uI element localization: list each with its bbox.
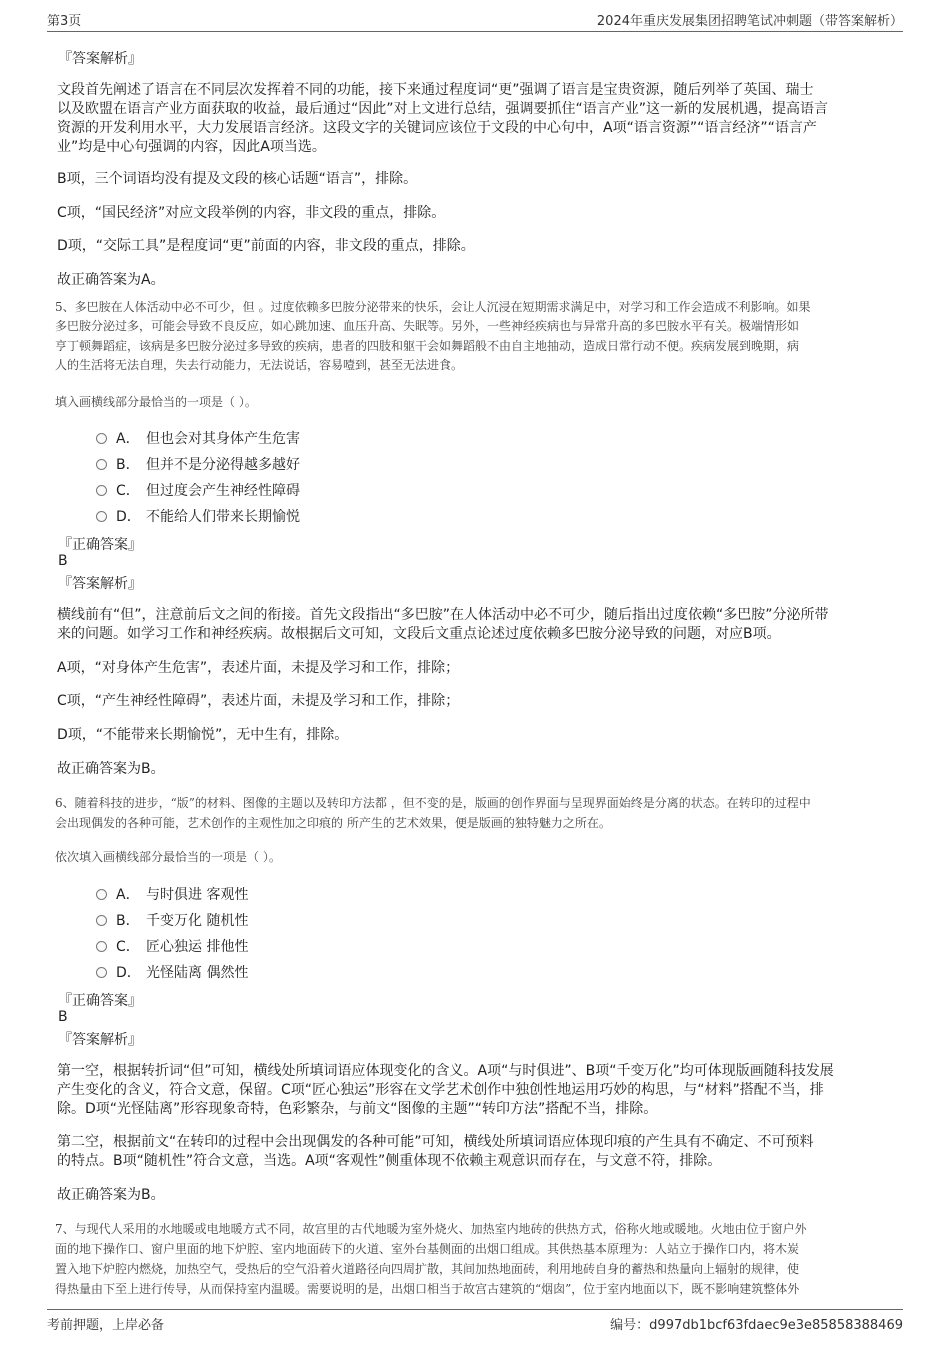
analysis-line: 以及欧盟在语言产业方面获取的收益，最后通过“因此”对上文进行总结，强调要抓住“语言产业”这一新的发展机遇，提高语言 [57, 101, 829, 117]
option-text: 光怪陆离 偶然性 [146, 965, 249, 981]
radio-icon[interactable] [96, 889, 107, 900]
question-stem-line: 5、多巴胺在人体活动中必不可少，但 。过度依赖多巴胺分泌带来的快乐，会让人沉浸在短期需求满足中，对学习和工作会造成不利影响。如果 [55, 300, 811, 314]
analysis-line: 资源的开发利用水平，大力发展语言经济。这段文字的关键词应该位于文段的中心句中，A项“语言资源”“语言经济”“语言产 [57, 120, 817, 136]
answer-conclusion: 故正确答案为B。 [57, 761, 165, 777]
analysis-line: 的特点。B项“随机性”符合文意，当选。A项“客观性”侧重体现不依赖主观意识而存在，与文意不符，排除。 [57, 1153, 722, 1169]
option-b[interactable] [96, 910, 248, 930]
option-a[interactable] [96, 428, 300, 448]
option-text: 不能给人们带来长期愉悦 [146, 509, 300, 525]
radio-icon[interactable] [96, 967, 107, 978]
radio-icon[interactable] [96, 941, 107, 952]
option-c[interactable] [96, 936, 248, 956]
answer-conclusion: 故正确答案为B。 [57, 1187, 165, 1203]
footer-divider [47, 1309, 903, 1310]
question-stem-line: 置入地下炉腔内燃烧，加热空气，受热后的空气沿着火道路径向四周扩散，其间加热地面砖，利用地砖自身的蓄热和热量向上辐射的规律，使 [55, 1262, 800, 1276]
correct-answer-label: 『正确答案』 [58, 537, 142, 553]
question-stem-line: 亨丁顿舞蹈症，该病是多巴胺分泌过多导致的疾病，患者的四肢和躯干会如舞蹈般不由自主地抽动，造成日常行动不便。疾病发展到晚期，病 [55, 339, 800, 353]
option-key: A． [116, 887, 140, 903]
radio-icon[interactable] [96, 459, 107, 470]
analysis-line: 第二空，根据前文“在转印的过程中会出现偶发的各种可能”可知，横线处所填词语应体现印痕的产生具有不确定、不可预料 [57, 1134, 814, 1150]
analysis-label: 『答案解析』 [58, 51, 142, 67]
analysis-option-c: C项，“产生神经性障碍”，表述片面，未提及学习和工作，排除； [57, 693, 460, 709]
option-d[interactable] [96, 962, 248, 982]
option-text: 千变万化 随机性 [146, 913, 249, 929]
option-text: 但并不是分泌得越多越好 [146, 457, 300, 473]
analysis-label: 『答案解析』 [58, 576, 142, 592]
analysis-option-c: C项，“国民经济”对应文段举例的内容，非文段的重点，排除。 [57, 205, 446, 221]
option-key: B． [116, 457, 140, 473]
analysis-option-d: D项，“交际工具”是程度词“更”前面的内容，非文段的重点，排除。 [57, 238, 475, 254]
correct-answer: B [58, 1009, 68, 1025]
analysis-option-d: D项，“不能带来长期愉悦”，无中生有，排除。 [57, 727, 349, 743]
radio-icon[interactable] [96, 915, 107, 926]
question-stem-line: 多巴胺分泌过多，可能会导致不良反应，如心跳加速、血压升高、失眠等。另外，一些神经疾病也与异常升高的多巴胺水平有关。极端情形如 [55, 319, 800, 333]
analysis-line: 横线前有“但”，注意前后文之间的衔接。首先文段指出“多巴胺”在人体活动中必不可少，随后指出过度依赖“多巴胺”分泌所带 [57, 607, 829, 623]
analysis-line: 产生变化的含义，符合文意，保留。C项“匠心独运”形容在文学艺术创作中独创性地运用巧妙的构思，与“材料”搭配不当，排 [57, 1082, 824, 1098]
question-stem-line: 得热量由下至上进行传导，从而保持室内温暖。需要说明的是，出烟口相当于故宫古建筑的“烟囱”，位于室内地面以下，既不影响建筑整体外 [55, 1282, 800, 1296]
question-instruction: 填入画横线部分最恰当的一项是（ ）。 [55, 395, 257, 409]
analysis-line: 文段首先阐述了语言在不同层次发挥着不同的功能，接下来通过程度词“更”强调了语言是宝贵资源，随后列举了英国、瑞士 [57, 82, 814, 98]
header-divider [47, 31, 903, 32]
question-stem-line: 7、与现代人采用的水地暖或电地暖方式不同，故宫里的古代地暖为室外烧火、加热室内地砖的供热方式，俗称火地或暖地。火地由位于窗户外 [55, 1222, 807, 1236]
option-key: B． [116, 913, 140, 929]
page-header [47, 10, 903, 32]
analysis-line: 除。D项“光怪陆离”形容现象奇特，色彩繁杂，与前文“图像的主题”“转印方法”搭配不当，排除。 [57, 1101, 658, 1117]
option-b[interactable] [96, 454, 300, 474]
option-key: D． [116, 509, 141, 525]
analysis-option-a: A项，“对身体产生危害”，表述片面，未提及学习和工作，排除； [57, 660, 460, 676]
option-text: 但也会对其身体产生危害 [146, 431, 300, 447]
document-title: 2024年重庆发展集团招聘笔试冲刺题（带答案解析） [596, 14, 903, 29]
option-text: 但过度会产生神经性障碍 [146, 483, 300, 499]
option-text: 与时俱进 客观性 [146, 887, 249, 903]
analysis-label: 『答案解析』 [58, 1032, 142, 1048]
option-text: 匠心独运 排他性 [146, 939, 249, 955]
answer-conclusion: 故正确答案为A。 [57, 272, 165, 288]
page-number: 第3页 [47, 14, 82, 29]
radio-icon[interactable] [96, 485, 107, 496]
question-stem-line: 6、随着科技的进步，“版”的材料、图像的主题以及转印方法都 ，但不变的是，版画的创作界面与呈现界面始终是分离的状态。在转印的过程中 [55, 796, 811, 810]
option-key: C． [116, 483, 140, 499]
analysis-line: 来的问题。如学习工作和神经疾病。故根据后文可知，文段后文重点论述过度依赖多巴胺分泌导致的问题，对应B项。 [57, 626, 781, 642]
option-key: A． [116, 431, 140, 447]
radio-icon[interactable] [96, 433, 107, 444]
option-key: C． [116, 939, 140, 955]
correct-answer-label: 『正确答案』 [58, 993, 142, 1009]
question-stem-line: 人的生活将无法自理，失去行动能力，无法说话，容易噎到，甚至无法进食。 [55, 358, 464, 372]
question-instruction: 依次填入画横线部分最恰当的一项是（ ）。 [55, 850, 281, 864]
analysis-line: 业”均是中心句强调的内容，因此A项当选。 [57, 139, 326, 155]
question-stem-line: 面的地下操作口、窗户里面的地下炉腔、室内地面砖下的火道、室外台基侧面的出烟口组成。其供热基本原理为：人站立于操作口内，将木炭 [55, 1242, 800, 1256]
option-c[interactable] [96, 480, 300, 500]
question-stem-line: 会出现偶发的各种可能，艺术创作的主观性加之印痕的 所产生的艺术效果，便是版画的独特魅力之所在。 [55, 816, 611, 830]
document-code: 编号：d997db1bcf63fdaec9e3e85858388469 [610, 1318, 903, 1333]
analysis-line: 第一空，根据转折词“但”可知，横线处所填词语应体现变化的含义。A项“与时俱进”、B项“千变万化”均可体现版画随科技发展 [57, 1063, 834, 1079]
option-key: D． [116, 965, 141, 981]
footer-slogan: 考前押题，上岸必备 [47, 1318, 165, 1333]
analysis-option-b: B项，三个词语均没有提及文段的核心话题“语言”，排除。 [57, 171, 418, 187]
option-d[interactable] [96, 506, 300, 526]
option-a[interactable] [96, 884, 248, 904]
radio-icon[interactable] [96, 511, 107, 522]
correct-answer: B [58, 553, 68, 569]
